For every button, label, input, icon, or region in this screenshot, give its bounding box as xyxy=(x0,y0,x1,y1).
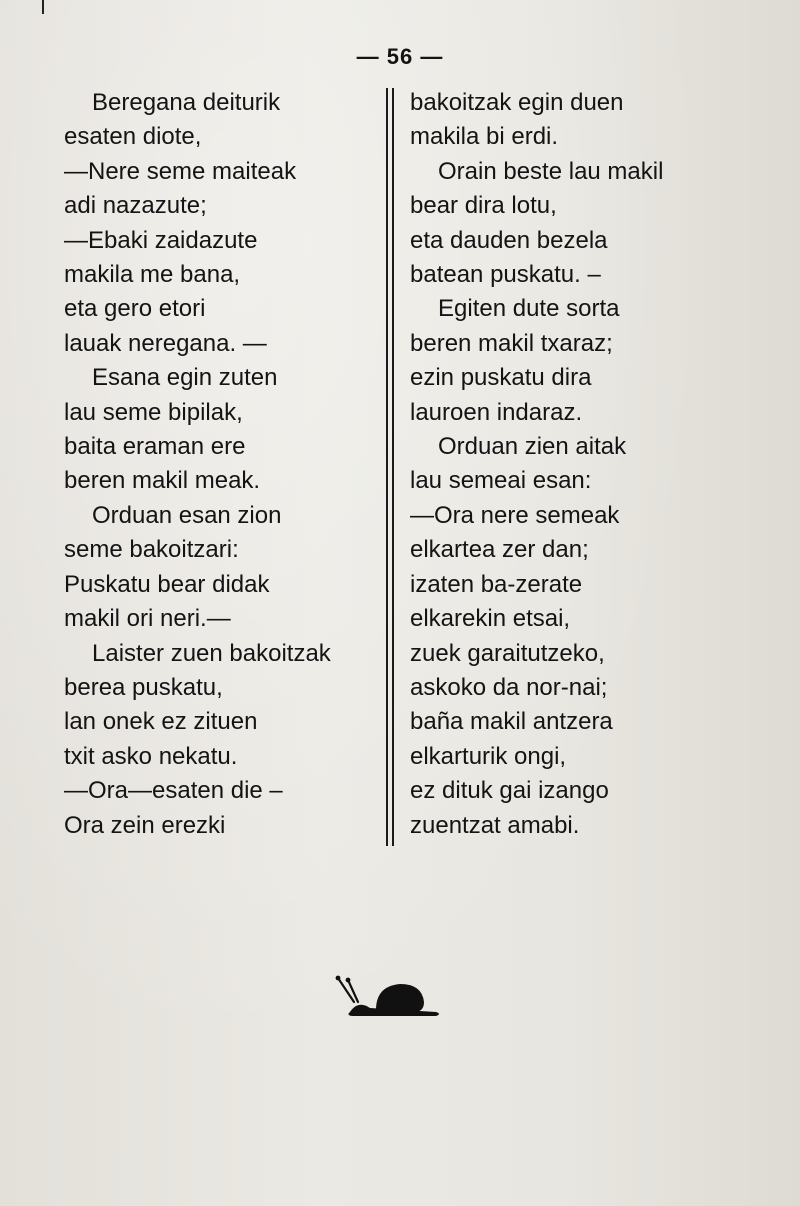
right-column-line: Orain beste lau makil xyxy=(438,157,664,185)
left-column xyxy=(64,86,384,843)
left-column-line: seme bakoitzari: xyxy=(64,536,239,564)
right-column xyxy=(410,86,750,843)
right-column-line: zuentzat amabi. xyxy=(410,811,580,839)
left-column-line: makila me bana, xyxy=(64,261,241,289)
left-column-line: Esana egin zuten xyxy=(92,364,278,392)
left-column-line: eta gero etori xyxy=(64,295,206,323)
right-column-line: eta dauden bezela xyxy=(410,226,608,254)
page-number: — 56 — xyxy=(356,44,444,69)
left-column-line: adi nazazute; xyxy=(64,192,207,220)
right-column-line: beren makil txaraz; xyxy=(410,329,613,357)
snail-icon xyxy=(332,972,444,1020)
left-column-line: lauak neregana. — xyxy=(64,329,267,357)
left-column-line: lau seme bipilak, xyxy=(64,398,243,426)
left-column-line: lan onek ez zituen xyxy=(64,708,258,736)
corner-mark xyxy=(42,0,44,14)
right-column-line: bakoitzak egin duen xyxy=(410,89,624,116)
left-column-line: Beregana deiturik xyxy=(92,89,281,116)
right-column-line: Orduan zien aitak xyxy=(438,433,627,461)
column-divider-rule xyxy=(392,88,394,846)
right-column-line: elkarekin etsai, xyxy=(410,605,571,633)
right-column-line: izaten ba-zerate xyxy=(410,570,583,598)
right-column-line: zuek garaitutzeko, xyxy=(410,639,605,667)
right-column-line: batean puskatu. – xyxy=(410,261,601,289)
right-column-line: ezin puskatu dira xyxy=(410,364,592,392)
left-column-line: —Ora—esaten die – xyxy=(64,777,283,805)
left-column-line: makil ori neri.— xyxy=(64,605,231,633)
left-column-line: baita eraman ere xyxy=(64,433,246,461)
right-column-line: —Ora nere semeak xyxy=(410,501,620,529)
right-column-line: elkartea zer dan; xyxy=(410,536,589,564)
left-column-line: esaten diote, xyxy=(64,123,202,151)
left-column-line: Laister zuen bakoitzak xyxy=(92,639,331,667)
left-column-line: Ora zein erezki xyxy=(64,811,226,839)
left-column-line: Orduan esan zion xyxy=(92,501,282,529)
right-column-line: Egiten dute sorta xyxy=(438,295,620,323)
column-divider-rule xyxy=(386,88,388,846)
right-column-line: bear dira lotu, xyxy=(410,192,557,220)
left-column-line: —Nere seme maiteak xyxy=(64,157,297,185)
left-column-line: Puskatu bear didak xyxy=(64,570,270,598)
right-column-line: baña makil antzera xyxy=(410,708,613,736)
left-column-line: —Ebaki zaidazute xyxy=(64,226,258,254)
right-column-line: lauroen indaraz. xyxy=(410,398,583,426)
left-column-line: berea puskatu, xyxy=(64,673,223,701)
left-column-line: txit asko nekatu. xyxy=(64,742,238,770)
right-column-line: lau semeai esan: xyxy=(410,467,592,495)
right-column-line: makila bi erdi. xyxy=(410,123,559,151)
right-column-line: elkarturik ongi, xyxy=(410,742,567,770)
right-column-line: askoko da nor-nai; xyxy=(410,673,608,701)
left-column-line: beren makil meak. xyxy=(64,467,261,495)
right-column-line: ez dituk gai izango xyxy=(410,777,609,805)
